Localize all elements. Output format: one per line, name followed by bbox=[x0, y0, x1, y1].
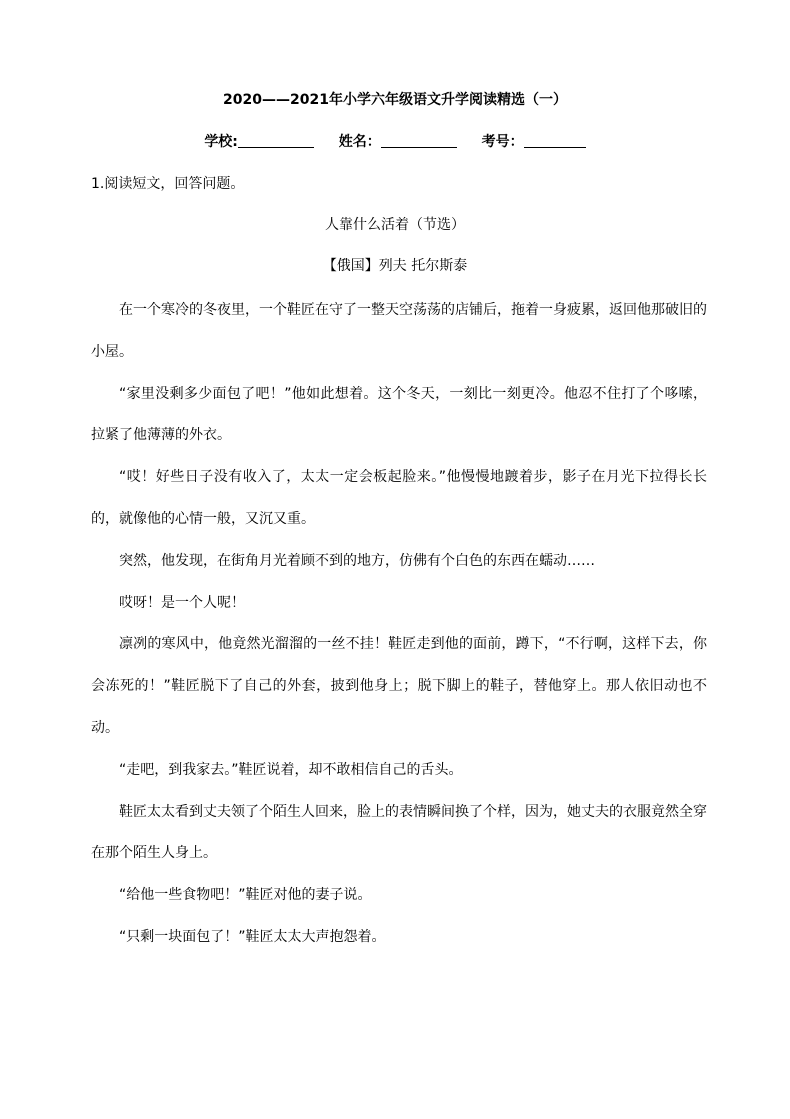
name-label: 姓名： bbox=[338, 134, 381, 150]
article-author: 【俄国】列夫 托尔斯泰 bbox=[322, 258, 468, 274]
number-field bbox=[482, 131, 586, 151]
document-title: 2020——2021年小学六年级语文升学阅读精选（一） bbox=[223, 92, 567, 108]
paragraph: “给他一些食物吧！”鞋匠对他的妻子说。 bbox=[119, 887, 372, 904]
question-prompt: 1.阅读短文，回答问题。 bbox=[91, 176, 245, 192]
paragraph: “只剩一块面包了！”鞋匠太太大声抱怨着。 bbox=[119, 928, 386, 945]
paragraph: 哎呀！是一个人呢！ bbox=[119, 594, 245, 611]
school-field bbox=[204, 131, 314, 151]
paragraph: “家里没剩多少面包了吧！”他如此想着。这个冬天，一刻比一刻更冷。他忍不住打了个哆嗦，拉紧了他薄薄的外衣。 bbox=[91, 385, 707, 444]
paragraph: 在一个寒冷的冬夜里，一个鞋匠在守了一整天空荡荡的店铺后，拖着一身疲累，返回他那破旧的小屋。 bbox=[91, 302, 707, 360]
article-heading: 人靠什么活着（节选） bbox=[325, 217, 465, 233]
paragraph: “走吧，到我家去。”鞋匠说着，却不敢相信自己的舌头。 bbox=[119, 761, 463, 778]
school-blank bbox=[238, 133, 314, 148]
article-body bbox=[91, 290, 707, 959]
paragraph: 突然，他发现，在街角月光着顾不到的地方，仿佛有个白色的东西在蠕动…… bbox=[119, 552, 595, 569]
paragraph: 鞋匠太太看到丈夫领了个陌生人回来，脸上的表情瞬间换了个样，因为，她丈夫的衣服竟然全穿在那个陌生人身上。 bbox=[91, 803, 707, 862]
name-field bbox=[339, 131, 457, 151]
name-blank bbox=[381, 133, 457, 148]
paragraph: “哎！好些日子没有收入了，太太一定会板起脸来。”他慢慢地踱着步，影子在月光下拉得长长的，就像他的心情一般，又沉又重。 bbox=[91, 469, 707, 527]
number-label: 考号： bbox=[481, 134, 524, 150]
school-label: 学校: bbox=[204, 134, 238, 150]
paragraph: 凛冽的寒风中，他竟然光溜溜的一丝不挂！鞋匠走到他的面前，蹲下，“不行啊，这样下去，你会冻死的！”鞋匠脱下了自己的外套，披到他身上；脱下脚上的鞋子，替他穿上。那人依旧动也不动。 bbox=[91, 636, 707, 736]
number-blank bbox=[524, 133, 586, 148]
student-info-line bbox=[0, 131, 790, 151]
